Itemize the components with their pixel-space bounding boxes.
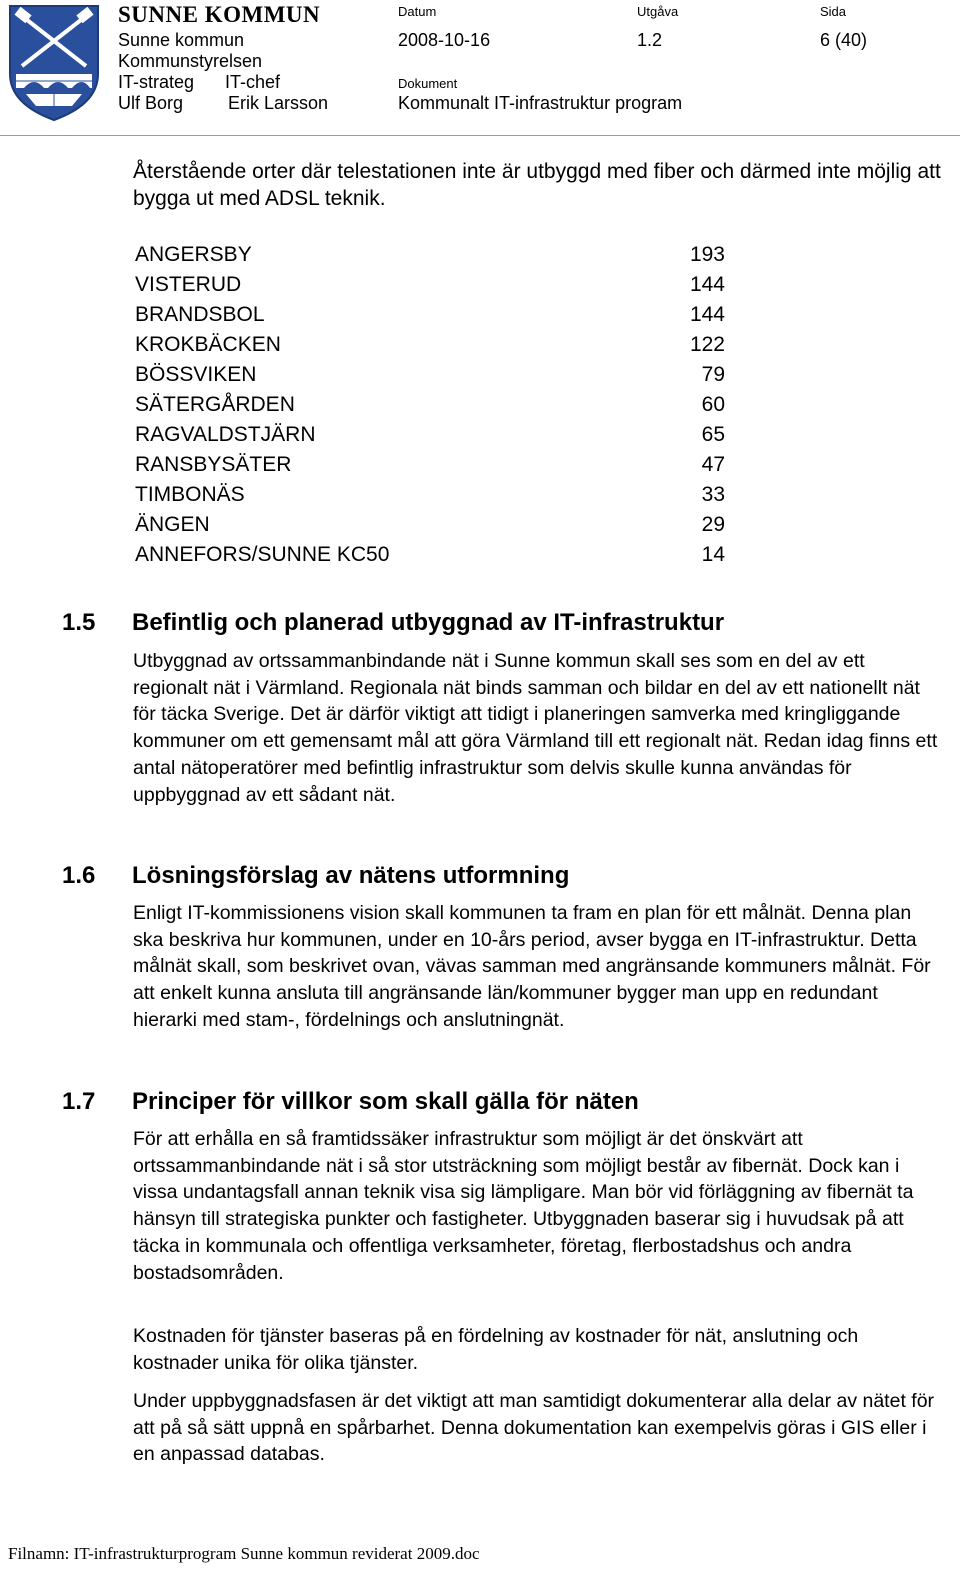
list-item [135, 360, 725, 390]
list-item [135, 420, 725, 450]
date-label: Datum [398, 4, 437, 19]
section-number: 1.7 [62, 1088, 96, 1115]
list-item [135, 300, 725, 330]
place-name: SÄTERGÅRDEN [135, 393, 295, 416]
org-name: Sunne kommun [118, 30, 245, 50]
list-item [135, 270, 725, 300]
section-heading-1-7 [62, 1088, 639, 1116]
role-it-chef: IT-chef [225, 72, 281, 92]
place-count: 144 [689, 303, 725, 326]
place-count: 29 [701, 513, 725, 536]
section-paragraph: Enligt IT-kommissionens vision skall kommunen ta fram en plan för ett målnät. Denna plan ska beskriva hur kommunen, under en 10-års period, avser bygga en IT-infrastruktur. Detta målnät skall, som beskrivet ovan, vävas samman med angränsande kommuners målnät. För att enkelt kunna ansluta till angränsande län/kommuner bygger man upp en redundant hierarki med stam-, fördelnings och anslutningnät. [133, 902, 931, 1031]
section-paragraph: För att erhålla en så framtidssäker infrastruktur som möjligt är det önskvärt att ortssammanbindande nät i så stor utsträckning som möjligt består av fibernät. Dock kan i vissa undantagsfall annan teknik visa sig lämpligare. Man bör vid förläggning av fibernät ta hänsyn till strategiska punkter och fastigheter. Utbyggnaden baserar sig i huvudsak på att täcka in kommunala och offentliga verksamheter, företag, flerbostadshus och andra bostadsområden. [133, 1128, 914, 1284]
list-item [135, 480, 725, 510]
place-name: RANSBYSÄTER [135, 453, 292, 476]
place-name: TIMBONÄS [135, 483, 245, 506]
header-divider [0, 135, 960, 136]
document-value: Kommunalt IT-infrastruktur program [398, 93, 683, 113]
place-name: BÖSSVIKEN [135, 363, 257, 386]
place-count: 47 [701, 453, 725, 476]
section-title: Principer för villkor som skall gälla för näten [132, 1088, 639, 1115]
section-paragraph: Utbyggnad av ortssammanbindande nät i Sunne kommun skall ses som en del av ett regionalt nät i Värmland. Regionala nät binds samman och bildar en del av ett nationellt nät för täcka Sverige. Det är därför viktigt att tidigt i planeringen samverka med kringliggande kommuner om ett gemensamt mål att göra Värmland till ett regionalt nät. Redan idag finns ett antal nätoperatörer med befintlig infrastruktur som delvis skulle kunna användas för uppbyggnad av ett sådant nät. [133, 650, 938, 806]
section-paragraph: Under uppbyggnadsfasen är det viktigt att man samtidigt dokumenterar alla delar av nätet för att på så sätt uppnå en spårbarhet. Denna dokumentation kan exempelvis göras i GIS eller i en anpassad databas. [133, 1390, 935, 1466]
place-name: ÄNGEN [135, 513, 210, 536]
list-item [135, 330, 725, 360]
place-count: 65 [701, 423, 725, 446]
place-count: 193 [689, 243, 725, 266]
place-count: 144 [689, 273, 725, 296]
org-title: SUNNE KOMMUN [118, 2, 321, 27]
department: Kommunstyrelsen [118, 51, 263, 71]
place-name: ANNEFORS/SUNNE KC50 [135, 543, 390, 566]
place-name: KROKBÄCKEN [135, 333, 281, 356]
person-ulf-borg: Ulf Borg [118, 93, 184, 113]
footer-filename: Filnamn: IT-infrastrukturprogram Sunne kommun reviderat 2009.doc [8, 1544, 480, 1563]
place-count: 14 [701, 543, 725, 566]
place-name: BRANDSBOL [135, 303, 265, 326]
section-number: 1.6 [62, 862, 96, 889]
section-heading-1-6 [62, 862, 569, 890]
place-name: VISTERUD [135, 273, 242, 296]
list-item [135, 540, 725, 570]
place-count: 79 [701, 363, 725, 386]
page-value: 6 (40) [820, 30, 868, 50]
date-value: 2008-10-16 [398, 30, 491, 50]
person-erik-larsson: Erik Larsson [228, 93, 329, 113]
document-label: Dokument [398, 76, 458, 91]
section-number: 1.5 [62, 609, 96, 636]
section-paragraph: Kostnaden för tjänster baseras på en fördelning av kostnader för nät, anslutning och kostnader unika för olika tjänster. [133, 1325, 859, 1374]
place-count: 122 [689, 333, 725, 356]
section-title: Befintlig och planerad utbyggnad av IT-infrastruktur [132, 609, 725, 636]
section-title: Lösningsförslag av nätens utformning [132, 862, 570, 889]
places-list [135, 240, 725, 570]
list-item [135, 450, 725, 480]
page-label: Sida [820, 4, 847, 19]
version-value: 1.2 [637, 30, 663, 50]
role-it-strateg: IT-strateg [118, 72, 195, 92]
version-label: Utgåva [637, 4, 679, 19]
place-name: RAGVALDSTJÄRN [135, 423, 316, 446]
list-item [135, 390, 725, 420]
place-name: ANGERSBY [135, 243, 252, 266]
place-count: 60 [701, 393, 725, 416]
list-item [135, 510, 725, 540]
intro-paragraph: Återstående orter där telestationen inte är utbyggd med fiber och därmed inte möjlig att bygga ut med ADSL teknik. [133, 160, 941, 210]
coat-of-arms-logo [8, 4, 100, 122]
list-item [135, 240, 725, 270]
section-heading-1-5 [62, 609, 724, 637]
place-count: 33 [701, 483, 725, 506]
